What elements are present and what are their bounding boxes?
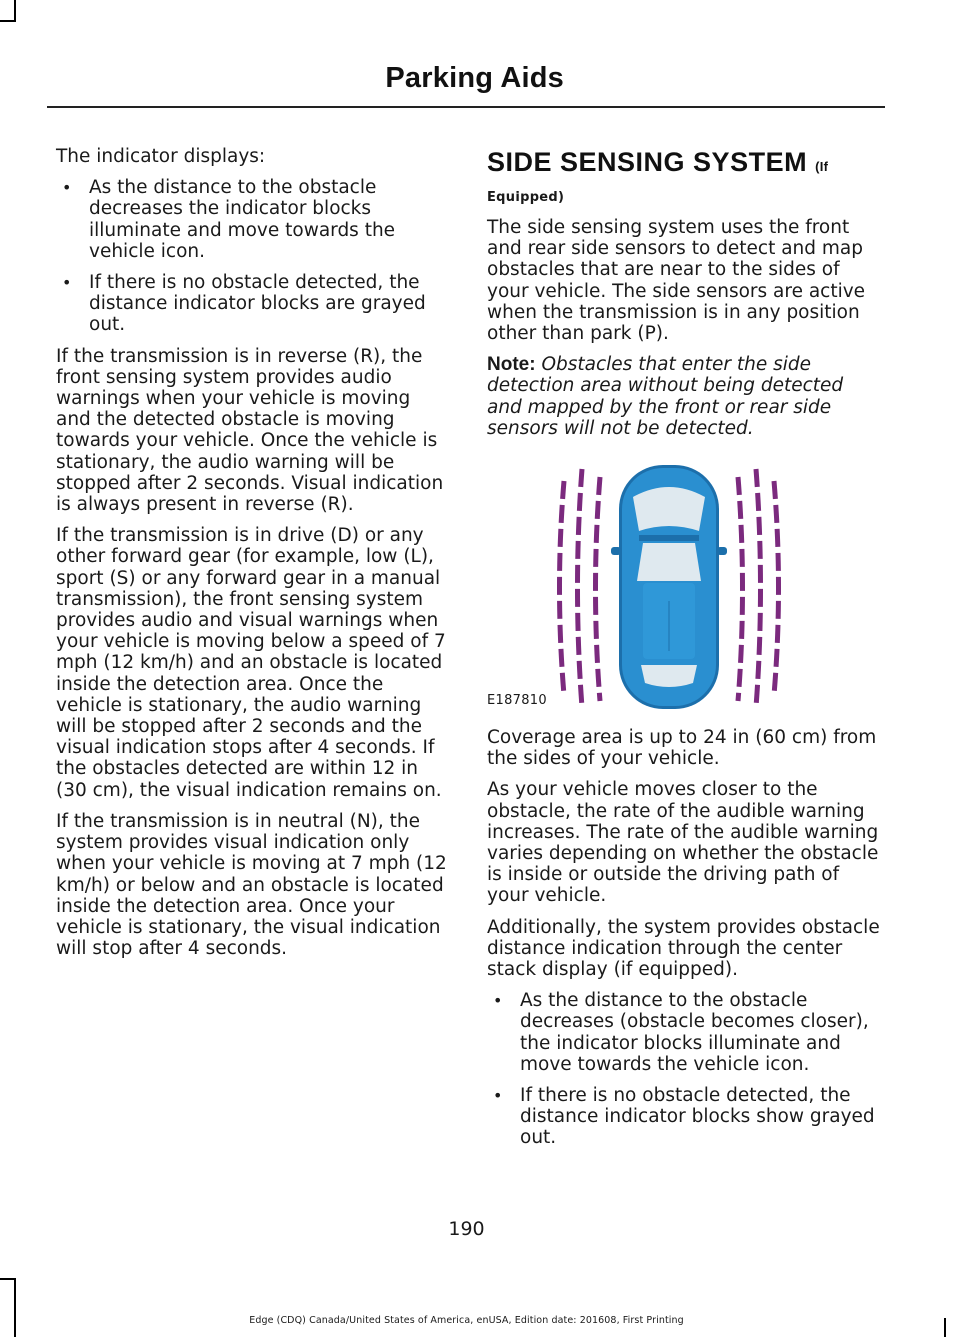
left-column bbox=[56, 146, 448, 969]
sensor-zone-arc bbox=[596, 477, 601, 701]
figure-id: E187810 bbox=[487, 692, 547, 708]
sensor-zone-arc bbox=[756, 469, 761, 707]
note-label: Note: bbox=[487, 354, 536, 376]
vehicle-sensor-zone-illustration bbox=[487, 451, 880, 713]
note bbox=[487, 354, 880, 439]
list-item: • As the distance to the obstacle decreases the indicator blocks illuminate and move towards the vehicle icon. bbox=[56, 177, 448, 262]
section-heading-text: SIDE SENSING SYSTEM bbox=[487, 147, 808, 177]
right-column bbox=[487, 146, 880, 1159]
audible-warning-paragraph: As your vehicle moves closer to the obstacle, the rate of the audible warning increases. The rate of the audible warning varies depending on whether the obstacle is inside or outside the driving path of your vehicle. bbox=[487, 779, 879, 907]
neutral-paragraph: If the transmission is in neutral (N), the system provides visual indication only when your vehicle is moving at 7 mph (12 km/h) or below and an obstacle is located inside the detection area. Once your vehicle is stationary, the visual indication will stop after 4 seconds. bbox=[56, 810, 447, 960]
list-item: • If there is no obstacle detected, the distance indicator blocks are grayed out. bbox=[56, 272, 448, 336]
crop-mark-bottom-left bbox=[14, 1278, 16, 1337]
footer-edition-info: Edge (CDQ) Canada/United States of America, enUSA, Edition date: 201608, First Printing bbox=[249, 1315, 684, 1326]
page-number: 190 bbox=[448, 1218, 485, 1240]
crop-mark-bottom-right bbox=[944, 1318, 946, 1337]
section-heading bbox=[487, 146, 880, 183]
distance-indicator-bullet-list bbox=[487, 990, 880, 1148]
coverage-paragraph: Coverage area is up to 24 in (60 cm) from the sides of your vehicle. bbox=[487, 727, 877, 770]
page-title: Parking Aids bbox=[385, 62, 564, 94]
sensor-zone-arc bbox=[774, 481, 779, 695]
side-sensing-figure bbox=[487, 451, 880, 713]
sensor-zone-arc bbox=[738, 477, 743, 701]
header-divider bbox=[47, 106, 885, 108]
list-item: • If there is no obstacle detected, the distance indicator blocks show grayed out. bbox=[487, 1085, 880, 1149]
list-item: • As the distance to the obstacle decreases (obstacle becomes closer), the indicator blocks illuminate and move towards the vehicle icon. bbox=[487, 990, 880, 1075]
note-text: Obstacles that enter the side detection area without being detected and mapped by the front or rear side sensors will not be detected. bbox=[487, 354, 844, 439]
sensor-zone-arc bbox=[578, 469, 583, 707]
drive-paragraph: If the transmission is in drive (D) or any other forward gear (for example, low (L), sport (S) or any forward gear in a manual transmission), the front sensing system provides audio and visual warnings when your vehicle is moving below a speed of 7 mph (12 km/h) and an obstacle is located inside the detection area. Once the vehicle is stationary, the audio warning will be stopped after 2 seconds and the visual indication stops after 4 seconds. If the obstacles detected are within 12 in (30 cm), the visual indication remains on. bbox=[56, 525, 446, 801]
center-stack-paragraph: Additionally, the system provides obstacle distance indication through the center stack display (if equipped). bbox=[487, 916, 880, 981]
heading-qualifier-start: (If bbox=[815, 159, 829, 174]
indicator-bullet-list bbox=[56, 177, 448, 335]
vehicle-top-view bbox=[611, 465, 727, 709]
heading-qualifier-end: Equipped) bbox=[487, 190, 565, 205]
sensor-zone-arc bbox=[560, 481, 565, 695]
crop-mark-top-left-horizontal bbox=[0, 20, 16, 22]
crop-mark-top-left-vertical bbox=[14, 0, 16, 22]
indicator-intro: The indicator displays: bbox=[56, 146, 266, 167]
reverse-paragraph: If the transmission is in reverse (R), the front sensing system provides audio warnings when your vehicle is moving and the detected obstacle is moving towards your vehicle. Once the vehicle is stationary, the audio warning will be stopped after 2 seconds. Visual indication is always present in reverse (R). bbox=[56, 345, 444, 516]
crop-mark-bottom-left-horizontal bbox=[0, 1278, 16, 1280]
side-sensing-description: The side sensing system uses the front and rear side sensors to detect and map obstacles that are near to the sides of your vehicle. The side sensors are active when the transmission is in any position other than park (P). bbox=[487, 217, 866, 345]
